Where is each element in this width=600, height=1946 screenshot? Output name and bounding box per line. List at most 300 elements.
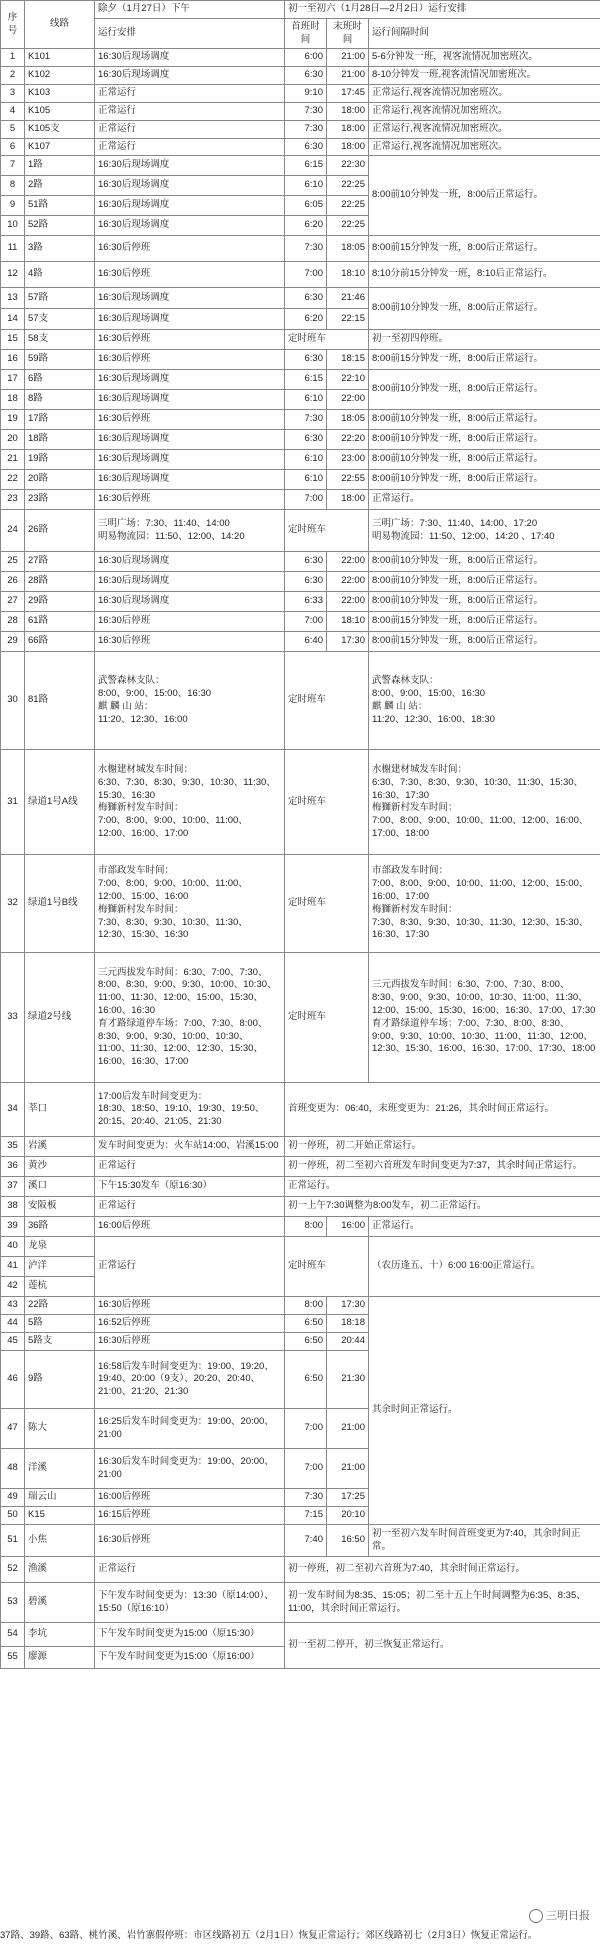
row-no: 19	[1, 410, 25, 430]
route-name: 9路	[25, 1351, 95, 1409]
eve-plan: 16:30后停班	[95, 236, 285, 262]
route-name: 26路	[25, 510, 95, 552]
row-no: 50	[1, 1507, 25, 1525]
route-name: 57支	[25, 309, 95, 330]
route-name: K105支	[25, 120, 95, 138]
last-bus: 21:46	[327, 288, 369, 309]
eve-plan: 市部政发车时间： 7:00、8:00、9:00、10:00、11:00、12:00、15:00、16:00 梅獅新村发车时间： 7:30、8:30、9:30、10:30、11:30、12:30、15:30、16:30	[95, 855, 285, 953]
last-bus: 18:10	[327, 612, 369, 632]
route-name: 溪口	[25, 1177, 95, 1197]
eve-plan: 16:30后现场调度	[95, 49, 285, 67]
eve-plan: 下午15:30发车（原16:30）	[95, 1177, 285, 1197]
last-bus: 22:10	[327, 370, 369, 390]
row-no: 34	[1, 1083, 25, 1137]
table-row	[1, 1623, 600, 1647]
eve-plan: 16:30后停班	[95, 350, 285, 370]
interval-plan: 8:00前10分钟发一班，8:00后正常运行。	[369, 410, 600, 430]
row-no: 11	[1, 236, 25, 262]
interval-plan: 武警森林支队： 8:00、9:00、15:00、16:30 麒 麟 山 站： 11:20、12:30、16:00、18:30	[369, 652, 600, 750]
table-row	[1, 552, 600, 572]
row-no: 29	[1, 632, 25, 652]
interval-plan: 8:00前10分钟发一班，8:00后正常运行。	[369, 450, 600, 470]
route-name: 36路	[25, 1217, 95, 1237]
span-plan: 初一停班，初二至初六首班发车时间变更为7:37，其余时间正常运行。	[285, 1157, 600, 1177]
table-row	[1, 1177, 600, 1197]
last-bus: 18:10	[327, 262, 369, 288]
row-no: 17	[1, 370, 25, 390]
first-bus: 7:30	[285, 410, 327, 430]
last-bus: 17:30	[327, 632, 369, 652]
first-bus: 6:50	[285, 1351, 327, 1409]
first-bus: 6:05	[285, 196, 327, 216]
last-bus: 21:00	[327, 1409, 369, 1449]
eve-plan: 16:30后现场调度	[95, 390, 285, 410]
last-bus: 21:00	[327, 67, 369, 85]
first-bus: 7:00	[285, 1409, 327, 1449]
watermark-text: 三明日报	[546, 1910, 590, 1922]
row-no: 37	[1, 1177, 25, 1197]
eve-plan: 16:30后停班	[95, 262, 285, 288]
eve-plan: 三明广场：7:30、11:40、14:00 明易物流园：11:50、12:00、14:20	[95, 510, 285, 552]
route-name: 58支	[25, 330, 95, 350]
row-no: 33	[1, 953, 25, 1083]
route-name: K103	[25, 85, 95, 103]
first-bus: 6:15	[285, 370, 327, 390]
route-name: 黄沙	[25, 1157, 95, 1177]
fixed-schedule: 定时班车	[285, 330, 369, 350]
row-no: 42	[1, 1277, 25, 1297]
interval-plan: 8:00前15分钟发一班，8:00后正常运行。	[369, 632, 600, 652]
last-bus: 18:00	[327, 490, 369, 510]
eve-plan: 17:00后发车时间变更为： 18:30、18:50、19:10、19:30、19:50、20:15、20:40、21:05、21:30	[95, 1083, 285, 1137]
first-bus: 6:30	[285, 67, 327, 85]
eve-plan: 三元西拔发车时间：6:30、7:00、7:30、8:00、8:30、9:00、9:30、10:00、10:30、11:00、11:30、12:00、15:00、15:30、16:00、16:30 育才路绿道停车场：7:00、7:30、8:00、8:30、9:00、9:30、10:00、10:30、11:00、11:30、12:00、12:30、15:30、16:00、16:30、17:00	[95, 953, 285, 1083]
first-bus: 6:30	[285, 288, 327, 309]
interval-plan: 正常运行。	[369, 490, 600, 510]
last-bus: 20:10	[327, 1507, 369, 1525]
interval-plan: 8:00前15分钟发一班，8:00后正常运行。	[369, 350, 600, 370]
row-no: 35	[1, 1137, 25, 1157]
last-bus: 21:00	[327, 49, 369, 67]
first-bus: 7:00	[285, 262, 327, 288]
route-name: 陈大	[25, 1409, 95, 1449]
eve-plan: 下午发车时间变更为15:00（原15:30）	[95, 1623, 285, 1647]
eve-plan: 正常运行	[95, 85, 285, 103]
row-no: 47	[1, 1409, 25, 1449]
eve-plan: 16:30后现场调度	[95, 552, 285, 572]
interval-plan: 8:00前10分钟发一班，8:00后正常运行。	[369, 430, 600, 450]
table-row	[1, 953, 600, 1083]
row-no: 25	[1, 552, 25, 572]
eve-plan: 16:30后现场调度	[95, 288, 285, 309]
row-no: 6	[1, 138, 25, 156]
eve-plan: 16:30后停班	[95, 1525, 285, 1557]
route-name: 8路	[25, 390, 95, 410]
eve-plan: 16:30后发车时间变更为：19:00、20:00、21:00	[95, 1449, 285, 1489]
eve-plan: 16:58后发车时间变更为：19:00、19:20、19:40、20:00（9支）、20:20、20:40、21:00、21:20、21:30	[95, 1351, 285, 1409]
span-plan: 初一停班，初二开始正常运行。	[285, 1137, 600, 1157]
eve-plan: 16:30后停班	[95, 1333, 285, 1351]
route-name: K107	[25, 138, 95, 156]
interval-plan: 8:00前10分钟发一班，8:00后正常运行。	[369, 156, 600, 236]
last-bus: 22:00	[327, 390, 369, 410]
header-days: 初一至初六（1月28日—2月2日）运行安排	[285, 1, 600, 19]
last-bus: 17:30	[327, 1297, 369, 1315]
first-bus: 6:30	[285, 552, 327, 572]
first-bus: 6:15	[285, 156, 327, 176]
first-bus: 6:50	[285, 1333, 327, 1351]
table-row	[1, 262, 600, 288]
table-row	[1, 236, 600, 262]
route-name: 绿道1号B线	[25, 855, 95, 953]
route-name: 61路	[25, 612, 95, 632]
first-bus: 6:30	[285, 572, 327, 592]
table-row	[1, 350, 600, 370]
row-no: 15	[1, 330, 25, 350]
row-no: 48	[1, 1449, 25, 1489]
route-name: 3路	[25, 236, 95, 262]
route-name: 绿道2号线	[25, 953, 95, 1083]
route-name: 22路	[25, 1297, 95, 1315]
wechat-icon	[529, 1909, 543, 1923]
eve-plan: 16:30后停班	[95, 330, 285, 350]
row-no: 36	[1, 1157, 25, 1177]
last-bus: 22:55	[327, 470, 369, 490]
route-name: 渔溪	[25, 1557, 95, 1583]
table-row	[1, 85, 600, 103]
header-last: 末班时间	[327, 18, 369, 49]
eve-plan: 正常运行	[95, 1197, 285, 1217]
route-name: 莲杭	[25, 1277, 95, 1297]
first-bus: 6:30	[285, 430, 327, 450]
eve-plan: 正常运行	[95, 1157, 285, 1177]
last-bus: 18:15	[327, 350, 369, 370]
eve-plan: 16:30后现场调度	[95, 592, 285, 612]
row-no: 43	[1, 1297, 25, 1315]
route-name: 18路	[25, 430, 95, 450]
interval-plan: 市部政发车时间： 7:00、8:00、9:00、10:00、11:00、12:00、15:00、16:00、17:00 梅獅新村发车时间： 7:30、8:30、9:30、10:30、11:30、12:30、15:30、16:30、17:30	[369, 855, 600, 953]
route-name: 52路	[25, 216, 95, 236]
eve-plan: 正常运行	[95, 102, 285, 120]
table-row	[1, 1237, 600, 1257]
table-row	[1, 612, 600, 632]
last-bus: 17:25	[327, 1489, 369, 1507]
route-name: 李坑	[25, 1623, 95, 1647]
table-row	[1, 1557, 600, 1583]
eve-plan: 16:30后现场调度	[95, 309, 285, 330]
last-bus: 18:00	[327, 138, 369, 156]
eve-plan: 武警森林支队： 8:00、9:00、15:00、16:30 麒 麟 山 站： 11:20、12:30、16:00	[95, 652, 285, 750]
interval-plan: 8:00前10分钟发一班，8:00后正常运行。	[369, 470, 600, 490]
row-no: 39	[1, 1217, 25, 1237]
first-bus: 7:30	[285, 236, 327, 262]
first-bus: 6:10	[285, 470, 327, 490]
route-name: 龙泉	[25, 1237, 95, 1257]
table-row	[1, 1525, 600, 1557]
eve-plan: 16:30后现场调度	[95, 430, 285, 450]
row-no: 41	[1, 1257, 25, 1277]
first-bus: 6:30	[285, 138, 327, 156]
table-row	[1, 1157, 600, 1177]
table-row	[1, 490, 600, 510]
row-no: 1	[1, 49, 25, 67]
eve-plan: 下午发车时间变更为15:00（原16:00）	[95, 1647, 285, 1669]
table-row	[1, 1083, 600, 1137]
row-no: 26	[1, 572, 25, 592]
interval-plan: 8:00前10分钟发一班，8:00后正常运行。	[369, 370, 600, 410]
row-no: 49	[1, 1489, 25, 1507]
eve-plan: 16:30后现场调度	[95, 370, 285, 390]
last-bus: 22:00	[327, 592, 369, 612]
interval-plan: 8:00前15分钟发一班，8:00后正常运行。	[369, 236, 600, 262]
route-name: 19路	[25, 450, 95, 470]
row-no: 53	[1, 1583, 25, 1623]
row-no: 9	[1, 196, 25, 216]
route-name: 81路	[25, 652, 95, 750]
route-name: 安阪板	[25, 1197, 95, 1217]
route-name: 5路	[25, 1315, 95, 1333]
table-row	[1, 1217, 600, 1237]
span-plan: 正常运行。	[285, 1177, 600, 1197]
first-bus: 6:33	[285, 592, 327, 612]
eve-plan: 16:30后现场调度	[95, 196, 285, 216]
eve-plan: 16:30后现场调度	[95, 156, 285, 176]
interval-plan: 正常运行,视客流情况加密班次。	[369, 85, 600, 103]
table-row	[1, 470, 600, 490]
last-bus: 20:44	[327, 1333, 369, 1351]
row-no: 7	[1, 156, 25, 176]
span-plan: 初一发车时间为8:35、15:05；初二至十五上午时间调整为6:35、8:35、11:00，其余时间正常运行。	[285, 1583, 600, 1623]
row-no: 44	[1, 1315, 25, 1333]
last-bus: 22:30	[327, 156, 369, 176]
eve-plan: 16:25后发车时间变更为：19:00、20:00、21:00	[95, 1409, 285, 1449]
eve-plan: 16:52后停班	[95, 1315, 285, 1333]
route-name: 碧溪	[25, 1583, 95, 1623]
fixed-schedule: 定时班车	[285, 953, 369, 1083]
route-name: 洋溪	[25, 1449, 95, 1489]
row-no: 38	[1, 1197, 25, 1217]
fixed-schedule: 定时班车	[285, 652, 369, 750]
span-plan: 初一至初二停开，初三恢复正常运行。	[285, 1623, 600, 1669]
interval-plan: 初一至初四停班。	[369, 330, 600, 350]
interval-plan: （农历逢五、十）6:00 16:00正常运行。	[369, 1237, 600, 1297]
route-name: 59路	[25, 350, 95, 370]
first-bus: 6:10	[285, 176, 327, 196]
last-bus: 16:50	[327, 1525, 369, 1557]
header-interval: 运行间隔时间	[369, 18, 600, 49]
route-name: 廖源	[25, 1647, 95, 1669]
table-row	[1, 1583, 600, 1623]
interval-plan: 三明广场：7:30、11:40、14:00、17:20 明易物流园：11:50、12:00、14:20 、17:40	[369, 510, 600, 552]
route-name: 1路	[25, 156, 95, 176]
row-no: 52	[1, 1557, 25, 1583]
eve-plan: 下午发车时间变更为：13:30（原14:00）、15:50（原16:10）	[95, 1583, 285, 1623]
route-name: 莘口	[25, 1083, 95, 1137]
fixed-schedule: 定时班车	[285, 855, 369, 953]
row-no: 28	[1, 612, 25, 632]
last-bus: 18:00	[327, 120, 369, 138]
eve-plan: 16:30后现场调度	[95, 176, 285, 196]
interval-plan: 正常运行,视客流情况加密班次。	[369, 138, 600, 156]
interval-plan: 8:00前10分钟发一班，8:00后正常运行。	[369, 572, 600, 592]
table-row	[1, 102, 600, 120]
first-bus: 7:15	[285, 1507, 327, 1525]
first-bus: 7:30	[285, 1489, 327, 1507]
eve-plan: 16:30后停班	[95, 612, 285, 632]
route-name: 17路	[25, 410, 95, 430]
span-plan: 初一停班，初二至初六首班为7:40，其余时间正常运行。	[285, 1557, 600, 1583]
eve-plan: 16:30后停班	[95, 410, 285, 430]
first-bus: 7:30	[285, 102, 327, 120]
row-no: 30	[1, 652, 25, 750]
route-name: 绿道1号A线	[25, 750, 95, 855]
route-name: 5路支	[25, 1333, 95, 1351]
route-name: 66路	[25, 632, 95, 652]
interval-plan: 水榭建材城发车时间： 6:30、7:30、8:30、9:30、10:30、11:30、15:30、16:30、17:30 梅獅新村发车时间： 7:00、8:00、9:00、10:00、11:00、12:00、16:00、17:00、18:00	[369, 750, 600, 855]
row-no: 32	[1, 855, 25, 953]
row-no: 12	[1, 262, 25, 288]
eve-plan: 16:30后停班	[95, 632, 285, 652]
eve-plan: 16:00后停班	[95, 1489, 285, 1507]
first-bus: 7:00	[285, 1449, 327, 1489]
route-name: 瑞云山	[25, 1489, 95, 1507]
first-bus: 8:00	[285, 1217, 327, 1237]
fixed-schedule: 定时班车	[285, 510, 369, 552]
footer-note: 37路、39路、63路、桃竹溪、岩竹寨假停班：市区线路初五（2月1日）恢复正常运行；郊区线路初七（2月3日）恢复正常运行。	[0, 1930, 538, 1941]
table-row	[1, 138, 600, 156]
table-row	[1, 450, 600, 470]
route-name: 泸洋	[25, 1257, 95, 1277]
eve-plan: 16:00后停班	[95, 1217, 285, 1237]
route-name: K101	[25, 49, 95, 67]
route-name: 6路	[25, 370, 95, 390]
eve-plan: 16:30后停班	[95, 490, 285, 510]
eve-plan: 16:15后停班	[95, 1507, 285, 1525]
row-no: 54	[1, 1623, 25, 1647]
eve-plan: 正常运行	[95, 138, 285, 156]
first-bus: 7:00	[285, 612, 327, 632]
table-row	[1, 120, 600, 138]
eve-plan: 16:30后现场调度	[95, 470, 285, 490]
first-bus: 7:00	[285, 490, 327, 510]
last-bus: 18:00	[327, 102, 369, 120]
route-name: 小焦	[25, 1525, 95, 1557]
table-row	[1, 510, 600, 552]
route-name: K105	[25, 102, 95, 120]
route-name: 29路	[25, 592, 95, 612]
header-eve-plan: 运行安排	[95, 18, 285, 49]
table-row	[1, 632, 600, 652]
eve-plan: 正常运行	[95, 1557, 285, 1583]
eve-plan: 16:30后现场调度	[95, 216, 285, 236]
eve-plan: 水榭建材城发车时间： 6:30、7:30、8:30、9:30、10:30、11:30、15:30、16:30 梅獅新村发车时间： 7:00、8:00、9:00、10:00、11:00、12:00、16:00、17:00	[95, 750, 285, 855]
header-no: 序号	[1, 1, 25, 49]
table-row	[1, 330, 600, 350]
first-bus: 7:30	[285, 120, 327, 138]
last-bus: 22:00	[327, 552, 369, 572]
row-no: 5	[1, 120, 25, 138]
first-bus: 8:00	[285, 1297, 327, 1315]
fixed-schedule: 定时班车	[285, 1237, 369, 1297]
interval-plan: 8:00前10分钟发一班，8:00后正常运行。	[369, 288, 600, 330]
row-no: 20	[1, 430, 25, 450]
table-row	[1, 1137, 600, 1157]
row-no: 4	[1, 102, 25, 120]
route-name: 20路	[25, 470, 95, 490]
first-bus: 6:50	[285, 1315, 327, 1333]
first-bus: 6:20	[285, 216, 327, 236]
table-row	[1, 370, 600, 390]
row-no: 3	[1, 85, 25, 103]
last-bus: 18:05	[327, 236, 369, 262]
header-first: 首班时间	[285, 18, 327, 49]
table-row	[1, 652, 600, 750]
last-bus: 22:25	[327, 216, 369, 236]
route-name: 23路	[25, 490, 95, 510]
last-bus: 22:15	[327, 309, 369, 330]
route-name: 51路	[25, 196, 95, 216]
row-no: 22	[1, 470, 25, 490]
row-no: 23	[1, 490, 25, 510]
header-route: 线路	[25, 1, 95, 49]
table-row	[1, 49, 600, 67]
row-no: 51	[1, 1525, 25, 1557]
table-row	[1, 1297, 600, 1315]
route-name: 57路	[25, 288, 95, 309]
eve-plan: 16:30后现场调度	[95, 450, 285, 470]
last-bus: 23:00	[327, 450, 369, 470]
route-name: K102	[25, 67, 95, 85]
span-plan: 初一上午7:30调整为8:00发车，初二正常运行。	[285, 1197, 600, 1217]
row-no: 46	[1, 1351, 25, 1409]
interval-plan: 8:00前15分钟发一班，8:00后正常运行。	[369, 612, 600, 632]
table-row	[1, 1197, 600, 1217]
interval-plan: 正常运行。	[369, 1217, 600, 1237]
row-no: 21	[1, 450, 25, 470]
interval-plan: 正常运行,视客流情况加密班次。	[369, 120, 600, 138]
row-no: 31	[1, 750, 25, 855]
row-no: 18	[1, 390, 25, 410]
first-bus: 7:40	[285, 1525, 327, 1557]
fixed-schedule: 定时班车	[285, 750, 369, 855]
last-bus: 22:20	[327, 430, 369, 450]
first-bus: 6:10	[285, 450, 327, 470]
interval-plan: 8:00前10分钟发一班，8:00后正常运行。	[369, 592, 600, 612]
row-no: 45	[1, 1333, 25, 1351]
table-row	[1, 410, 600, 430]
first-bus: 6:30	[285, 350, 327, 370]
row-no: 40	[1, 1237, 25, 1257]
first-bus: 9:10	[285, 85, 327, 103]
route-name: 岩溪	[25, 1137, 95, 1157]
row-no: 16	[1, 350, 25, 370]
route-name: K15	[25, 1507, 95, 1525]
row-no: 27	[1, 592, 25, 612]
interval-plan: 其余时间正常运行。	[369, 1297, 600, 1525]
first-bus: 6:10	[285, 390, 327, 410]
interval-plan: 8:00前10分钟发一班，8:00后正常运行。	[369, 552, 600, 572]
table-row	[1, 67, 600, 85]
last-bus: 22:00	[327, 572, 369, 592]
interval-plan: 8:10分前15分钟发一班，8:10后正常运行。	[369, 262, 600, 288]
table-row	[1, 855, 600, 953]
last-bus: 21:30	[327, 1351, 369, 1409]
last-bus: 21:00	[327, 1449, 369, 1489]
interval-plan: 8-10分钟发一班,视客流情况加密班次。	[369, 67, 600, 85]
table-row	[1, 156, 600, 176]
first-bus: 6:00	[285, 49, 327, 67]
eve-plan: 正常运行	[95, 120, 285, 138]
